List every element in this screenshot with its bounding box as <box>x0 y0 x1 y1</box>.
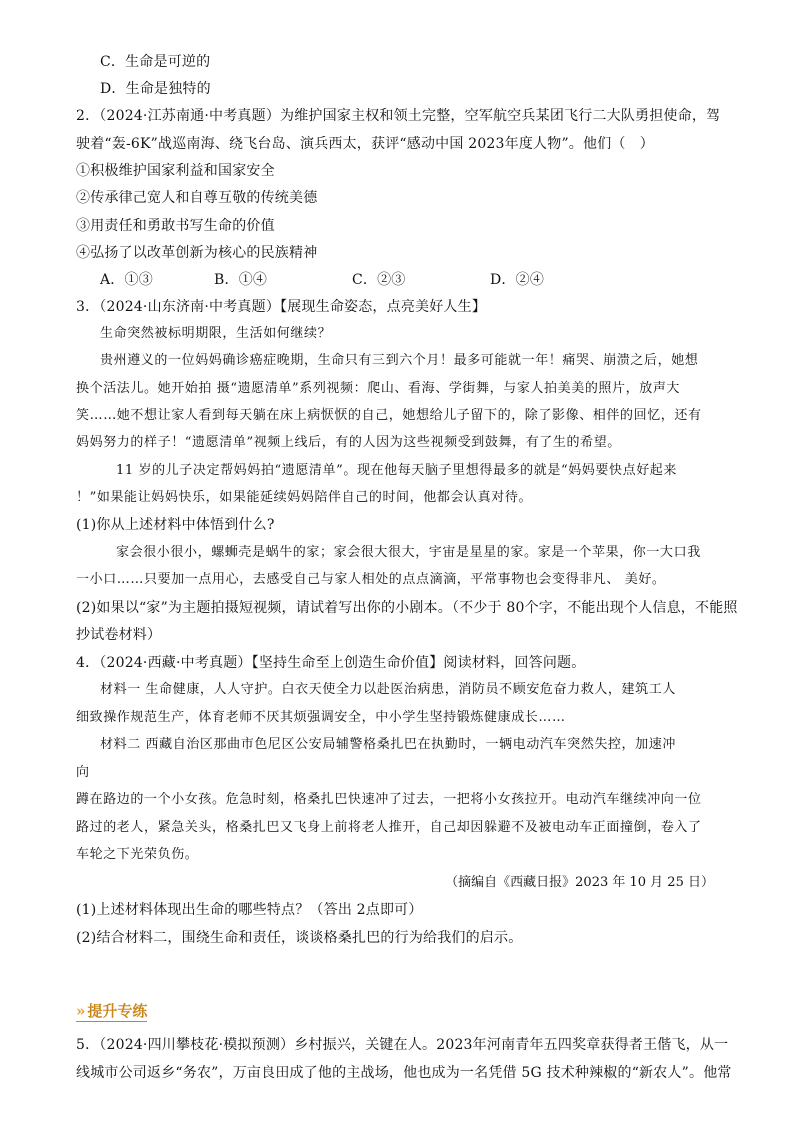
q2-option-c: C．②③ <box>352 272 406 288</box>
section-header <box>76 1001 147 1022</box>
q2-item-3: ③用责任和勇敢书写生命的价值 <box>76 218 275 234</box>
q2-option-a: A．①③ <box>100 272 153 288</box>
q2-stem-line1: 2．（2024·江苏南通·中考真题）为维护国家主权和领土完整，空军航空兵某团飞行二大队勇担使命，驾 <box>76 108 721 124</box>
q4-heading: 4．（2024·西藏·中考真题）【坚持生命至上创造生命价值】阅读材料，回答问题。 <box>76 655 586 671</box>
q3-quote-line2: 一小口……只要加一点用心，去感受自己与家人相处的点点滴滴，平常事物也会变得非凡、 美好。 <box>76 572 666 587</box>
section-title: 提升专练 <box>87 1002 148 1020</box>
q2-option-b: B．①④ <box>214 272 268 288</box>
q4-subquestion-2: (2)结合材料二，围绕生命和责任，谈谈格桑扎巴的行为给我们的启示。 <box>76 930 523 946</box>
q1-option-c: C．生命是可逆的 <box>100 54 211 70</box>
q3-material-line: 笑……她不想让家人看到每天躺在床上病恹恹的自己，她想给儿子留下的，除了影像、相伴的回忆，还有 <box>76 408 702 423</box>
q4-material2-line5: 车轮之下光荣负伤。 <box>76 847 199 862</box>
q4-material2-line4: 路过的老人，紧急关头，格桑扎巴又飞身上前将老人推开，自己却因躲避不及被电动车正面撞倒，卷入了 <box>76 820 702 835</box>
q4-subquestion-1: (1)上述材料体现出生命的哪些特点？（答出 2点即可） <box>76 902 423 918</box>
q3-quote-line1: 家会很小很小，螺蛳壳是蜗牛的家；家会很大很大，宇宙是星星的家。家是一个苹果，你一大口我 <box>116 545 701 560</box>
q2-item-4: ④弘扬了以改革创新为核心的民族精神 <box>76 245 318 261</box>
q3-subquestion-2-cont: 抄试卷材料） <box>76 627 162 643</box>
q4-material1-line1: 材料一 生命健康，人人守护。白衣天使全力以赴医治病患，消防员不顾安危奋力救人，建筑工人 <box>100 682 676 697</box>
q2-option-d: D．②④ <box>490 272 545 288</box>
q3-material-line: ！”如果能让妈妈快乐，如果能延续妈妈陪伴自己的时间，他都会认真对待。 <box>76 490 533 505</box>
q3-subquestion-2: (2)如果以“家”为主题拍摄短视频，请试着写出你的小剧本。（不少于 80个字，不能出现个人信息，不能照 <box>76 600 738 616</box>
q3-material-line: 换个活法儿。她开始拍 摄“遗愿清单”系列视频：爬山、看海、学街舞，与家人拍美美的照片，放声大 <box>76 381 681 396</box>
q5-stem-line2: 线城市公司返乡“务农”，万亩良田成了他的主战场，他也成为一名凭借 5G 技术种辣椒的“新农人”。他常 <box>76 1065 732 1081</box>
q5-stem-line1: 5．（2024·四川攀枝花·模拟预测）乡村振兴，关键在人。2023年河南青年五四奖章获得者王偕飞，从一 <box>76 1037 729 1053</box>
q4-material1-line2: 细致操作规范生产，体育老师不厌其烦强调安全，中小学生坚持锻炼健康成长…… <box>76 710 566 725</box>
q2-item-2: ②传承律己宽人和自尊互敬的传统美德 <box>76 190 318 206</box>
double-arrow-icon: » <box>76 1002 86 1020</box>
q3-subquestion-1: (1)你从上述材料中体悟到什么? <box>76 517 275 533</box>
q3-material-line: 妈妈努力的样子！“遗愿清单”视频上线后，有的人因为这些视频受到鼓舞，有了生的希望。 <box>76 435 621 450</box>
q1-option-d: D．生命是独特的 <box>100 81 211 97</box>
q4-source: （摘编自《西藏日报》2023 年 10 月 25 日） <box>445 875 714 890</box>
q4-material2-line2: 向 <box>76 765 90 780</box>
q4-material2-line3: 蹲在路边的一个小女孩。危急时刻，格桑扎巴快速冲了过去，一把将小女孩拉开。电动汽车继续冲向一位 <box>76 792 702 807</box>
q3-material-line: 11 岁的儿子决定帮妈妈拍“遗愿清单”。现在他每天脑子里想得最多的就是“妈妈要快点好起来 <box>116 463 678 478</box>
q3-material-line: 生命突然被标明期限，生活如何继续？ <box>100 326 332 341</box>
q3-material-line: 贵州遵义的一位妈妈确诊癌症晚期，生命只有三到六个月！最多可能就一年！痛哭、崩溃之后，她想 <box>100 353 699 368</box>
q4-material2-line1: 材料二 西藏自治区那曲市色尼区公安局辅警格桑扎巴在执勤时，一辆电动汽车突然失控，加速冲 <box>100 737 676 752</box>
q2-stem-line2: 驶着“轰-6K”战巡南海、绕飞台岛、演兵西太，获评“感动中国 2023年度人物”。他们（ ） <box>76 136 655 152</box>
q2-item-1: ①积极维护国家利益和国家安全 <box>76 163 275 179</box>
q3-heading: 3．（2024·山东济南·中考真题）【展现生命姿态，点亮美好人生】 <box>76 299 487 315</box>
